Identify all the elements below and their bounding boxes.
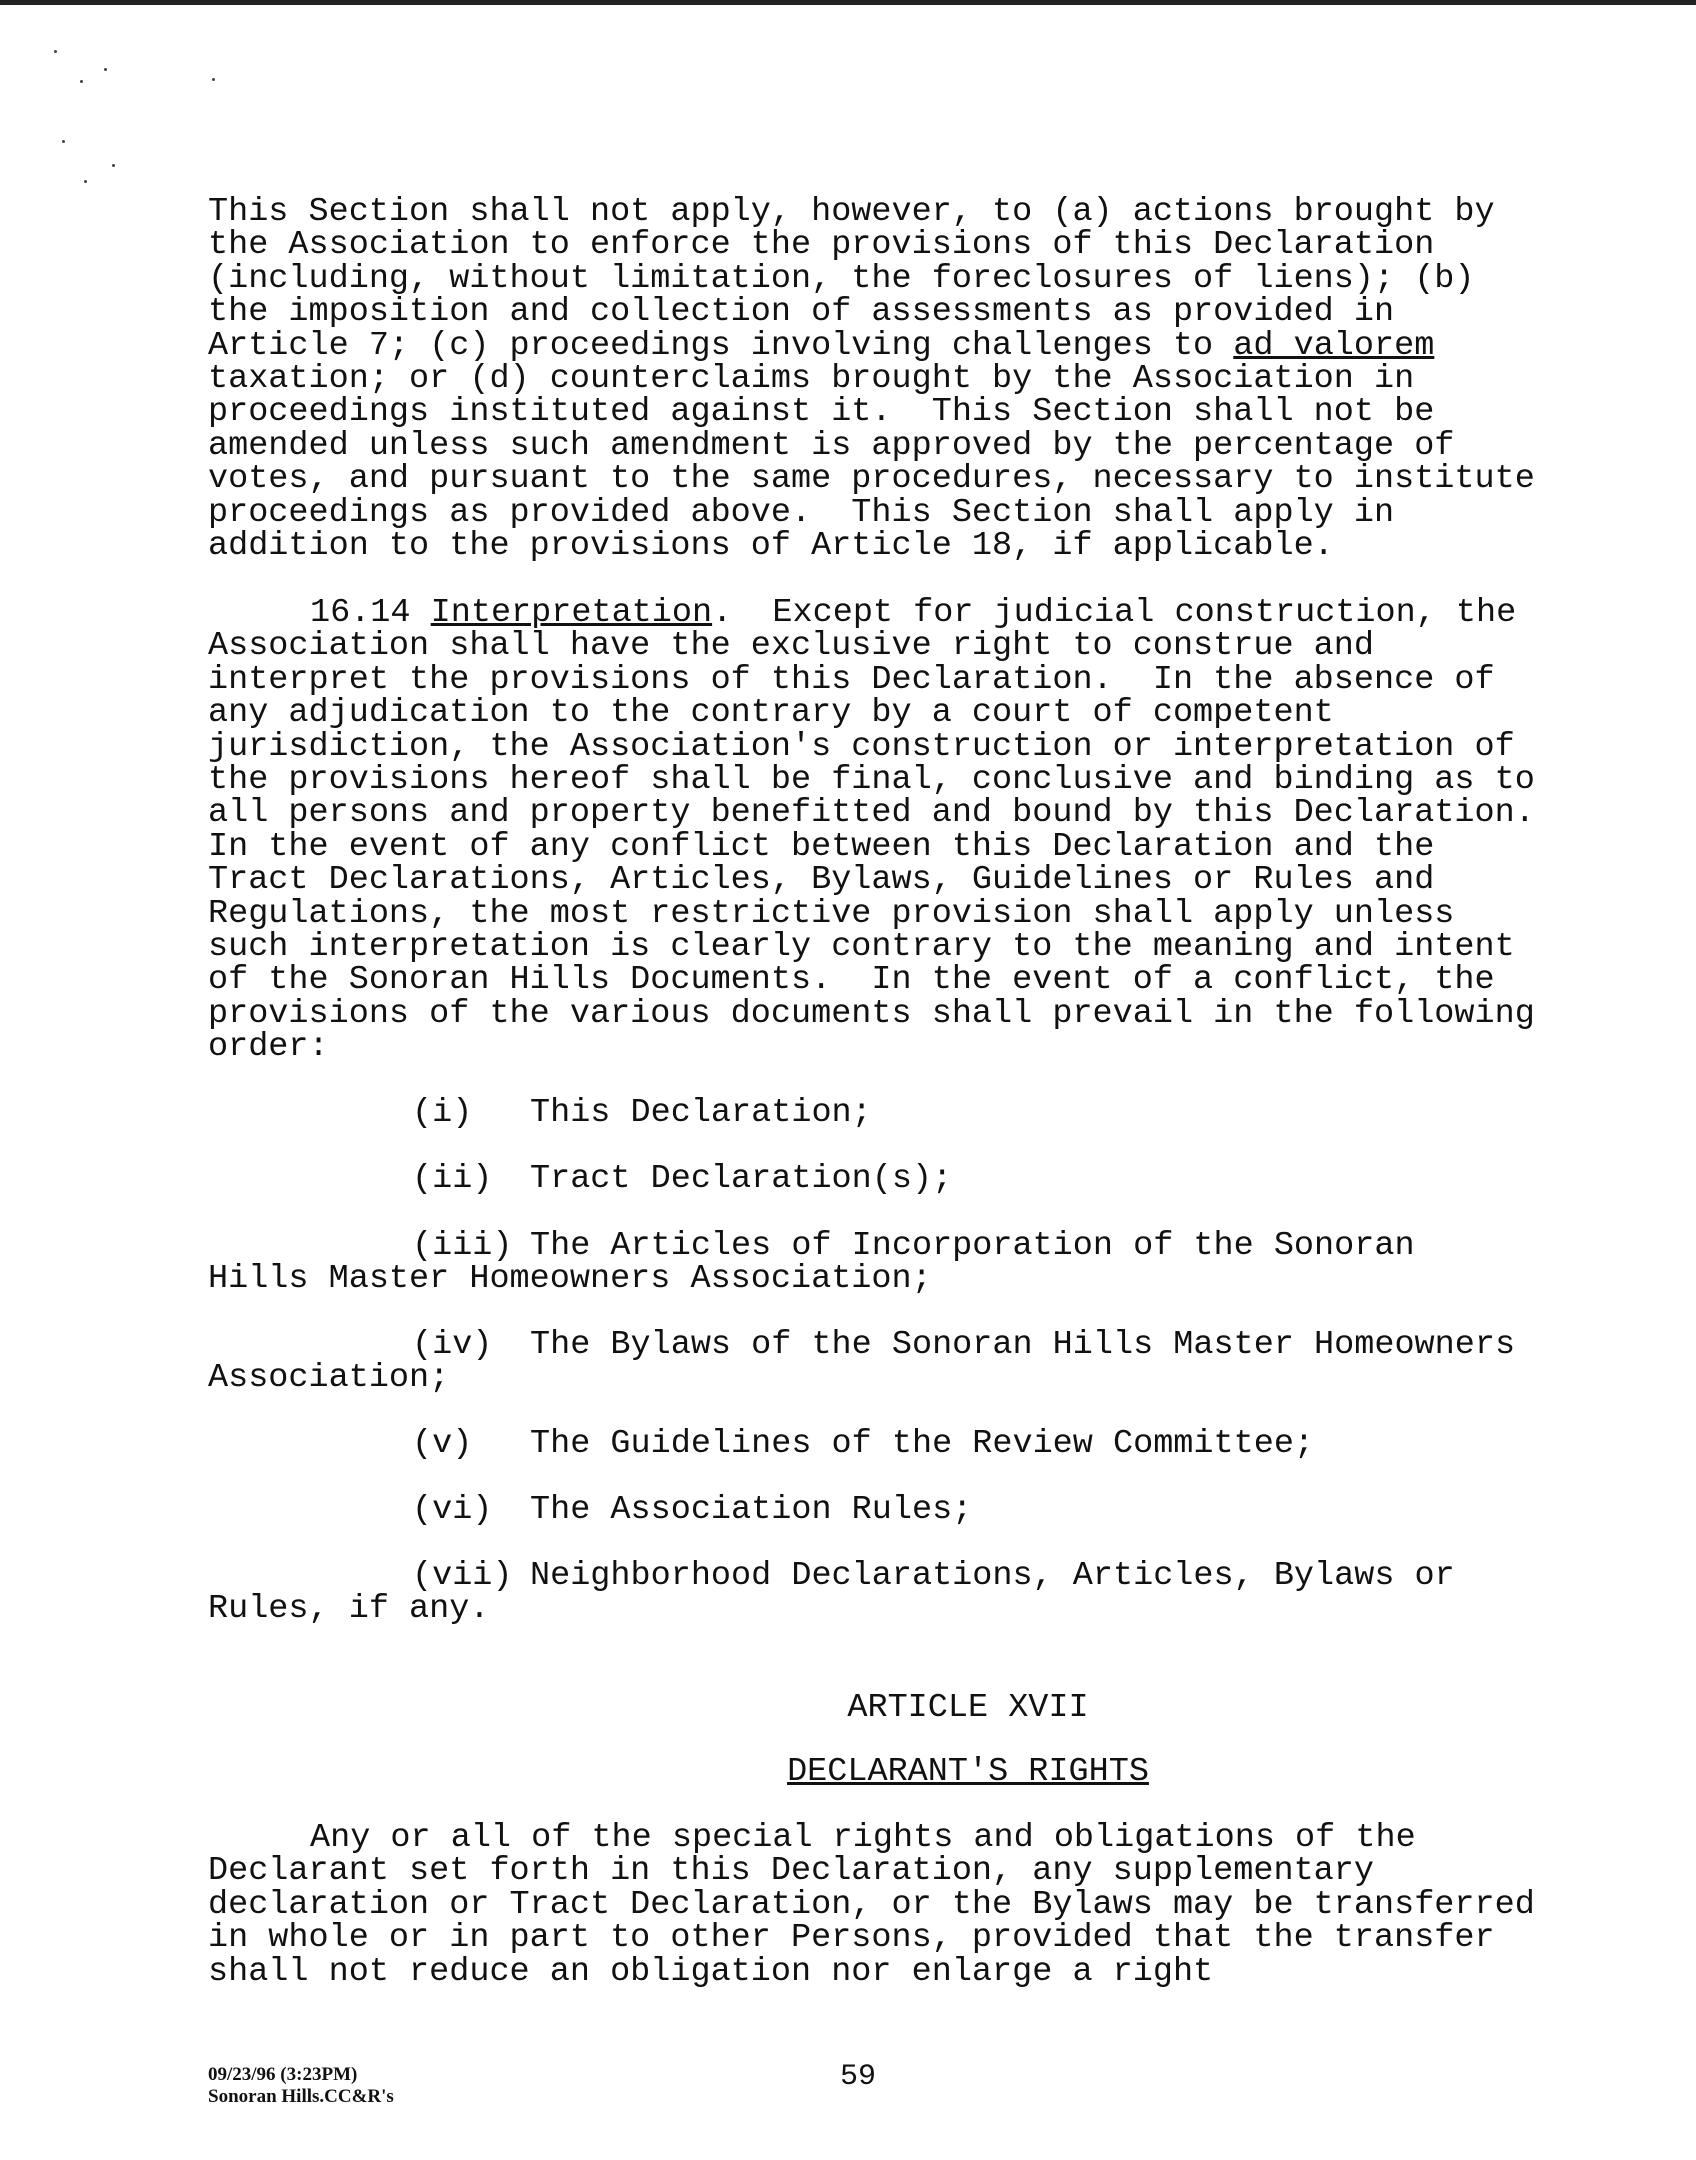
footer-date: 09/23/96 (3:23PM): [208, 2064, 358, 2085]
section-number: 16.14: [310, 594, 411, 632]
article-heading: ARTICLE XVII: [847, 1689, 1089, 1727]
footer-filename: Sonoran Hills.CC&R's: [208, 2086, 394, 2107]
section-title: Interpretation: [430, 594, 713, 632]
scan-speck: [62, 140, 65, 143]
list-item: (v) The Guidelines of the Review Committee;: [412, 1425, 1315, 1463]
paragraph-section-limits: This Section shall not apply, however, to (a) actions brought by the Association to enforce the provisions of this Declaration (including, without limitation, the foreclosures of liens); (b) the imposition and collection of assessments as provided in Article 7; (c) proceedings involving challenges to ad valorem taxation; or (d) counterclaims brought by the Association in proceedings instituted against it. This Section shall not be amended unless such amendment is approved by the percentage of votes, and pursuant to the same procedures, necessary to institute proceedings as provided above. This Section shall apply in addition to the provisions of Article 18, if applicable.: [208, 193, 1555, 566]
footer-document-info: [208, 2064, 394, 2108]
page-number: 59: [840, 2060, 877, 2094]
article-title: DECLARANT'S RIGHTS: [787, 1753, 1149, 1791]
scan-speck: [104, 68, 107, 71]
list-item-continuation: Rules, if any.: [208, 1590, 490, 1628]
list-item: (ii) Tract Declaration(s);: [412, 1160, 953, 1198]
list-item: (iii) The Articles of Incorporation of the Sonoran: [412, 1227, 1415, 1265]
underlined-term: ad valorem: [1233, 326, 1435, 365]
list-item-continuation: Hills Master Homeowners Association;: [208, 1260, 932, 1298]
list-item: (vi) The Association Rules;: [412, 1491, 973, 1529]
scan-speck: [84, 180, 87, 183]
paragraph-interpretation: 16.14 Interpretation. Except for judicial construction, the Association shall have the exclusive right to construe and interpret the provisions of this Declaration. In the absence of any adjudication to the contrary by a court of competent jurisdiction, the Association's construction or interpretation of the provisions hereof shall be final, conclusive and binding as to all persons and property benefitted and bound by this Declaration. In the event of any conflict between this Declaration and the Tract Declarations, Articles, Bylaws, Guidelines or Rules and Regulations, the most restrictive provision shall apply unless such interpretation is clearly contrary to the meaning and intent of the Sonoran Hills Documents. In the event of a conflict, the provisions of the various documents shall prevail in the following order:: [208, 594, 1576, 1067]
list-item-continuation: Association;: [208, 1359, 450, 1397]
scan-speck: [80, 80, 83, 83]
list-item: (iv) The Bylaws of the Sonoran Hills Master Homeowners: [412, 1326, 1516, 1364]
paragraph-declarant-rights: Any or all of the special rights and obligations of the Declarant set forth in this Declaration, any supplementary declaration or Tract Declaration, or the Bylaws may be transferred in whole or in part to other Persons, provided that the transfer shall not reduce an obligation nor enlarge a right: [208, 1819, 1555, 1991]
scan-top-edge: [0, 0, 1696, 5]
scan-speck: [212, 78, 215, 81]
scan-speck: [54, 50, 57, 53]
list-item: (i) This Declaration;: [412, 1094, 872, 1132]
list-item: (vii) Neighborhood Declarations, Articles, Bylaws or: [412, 1557, 1455, 1595]
scan-speck: [112, 164, 115, 167]
